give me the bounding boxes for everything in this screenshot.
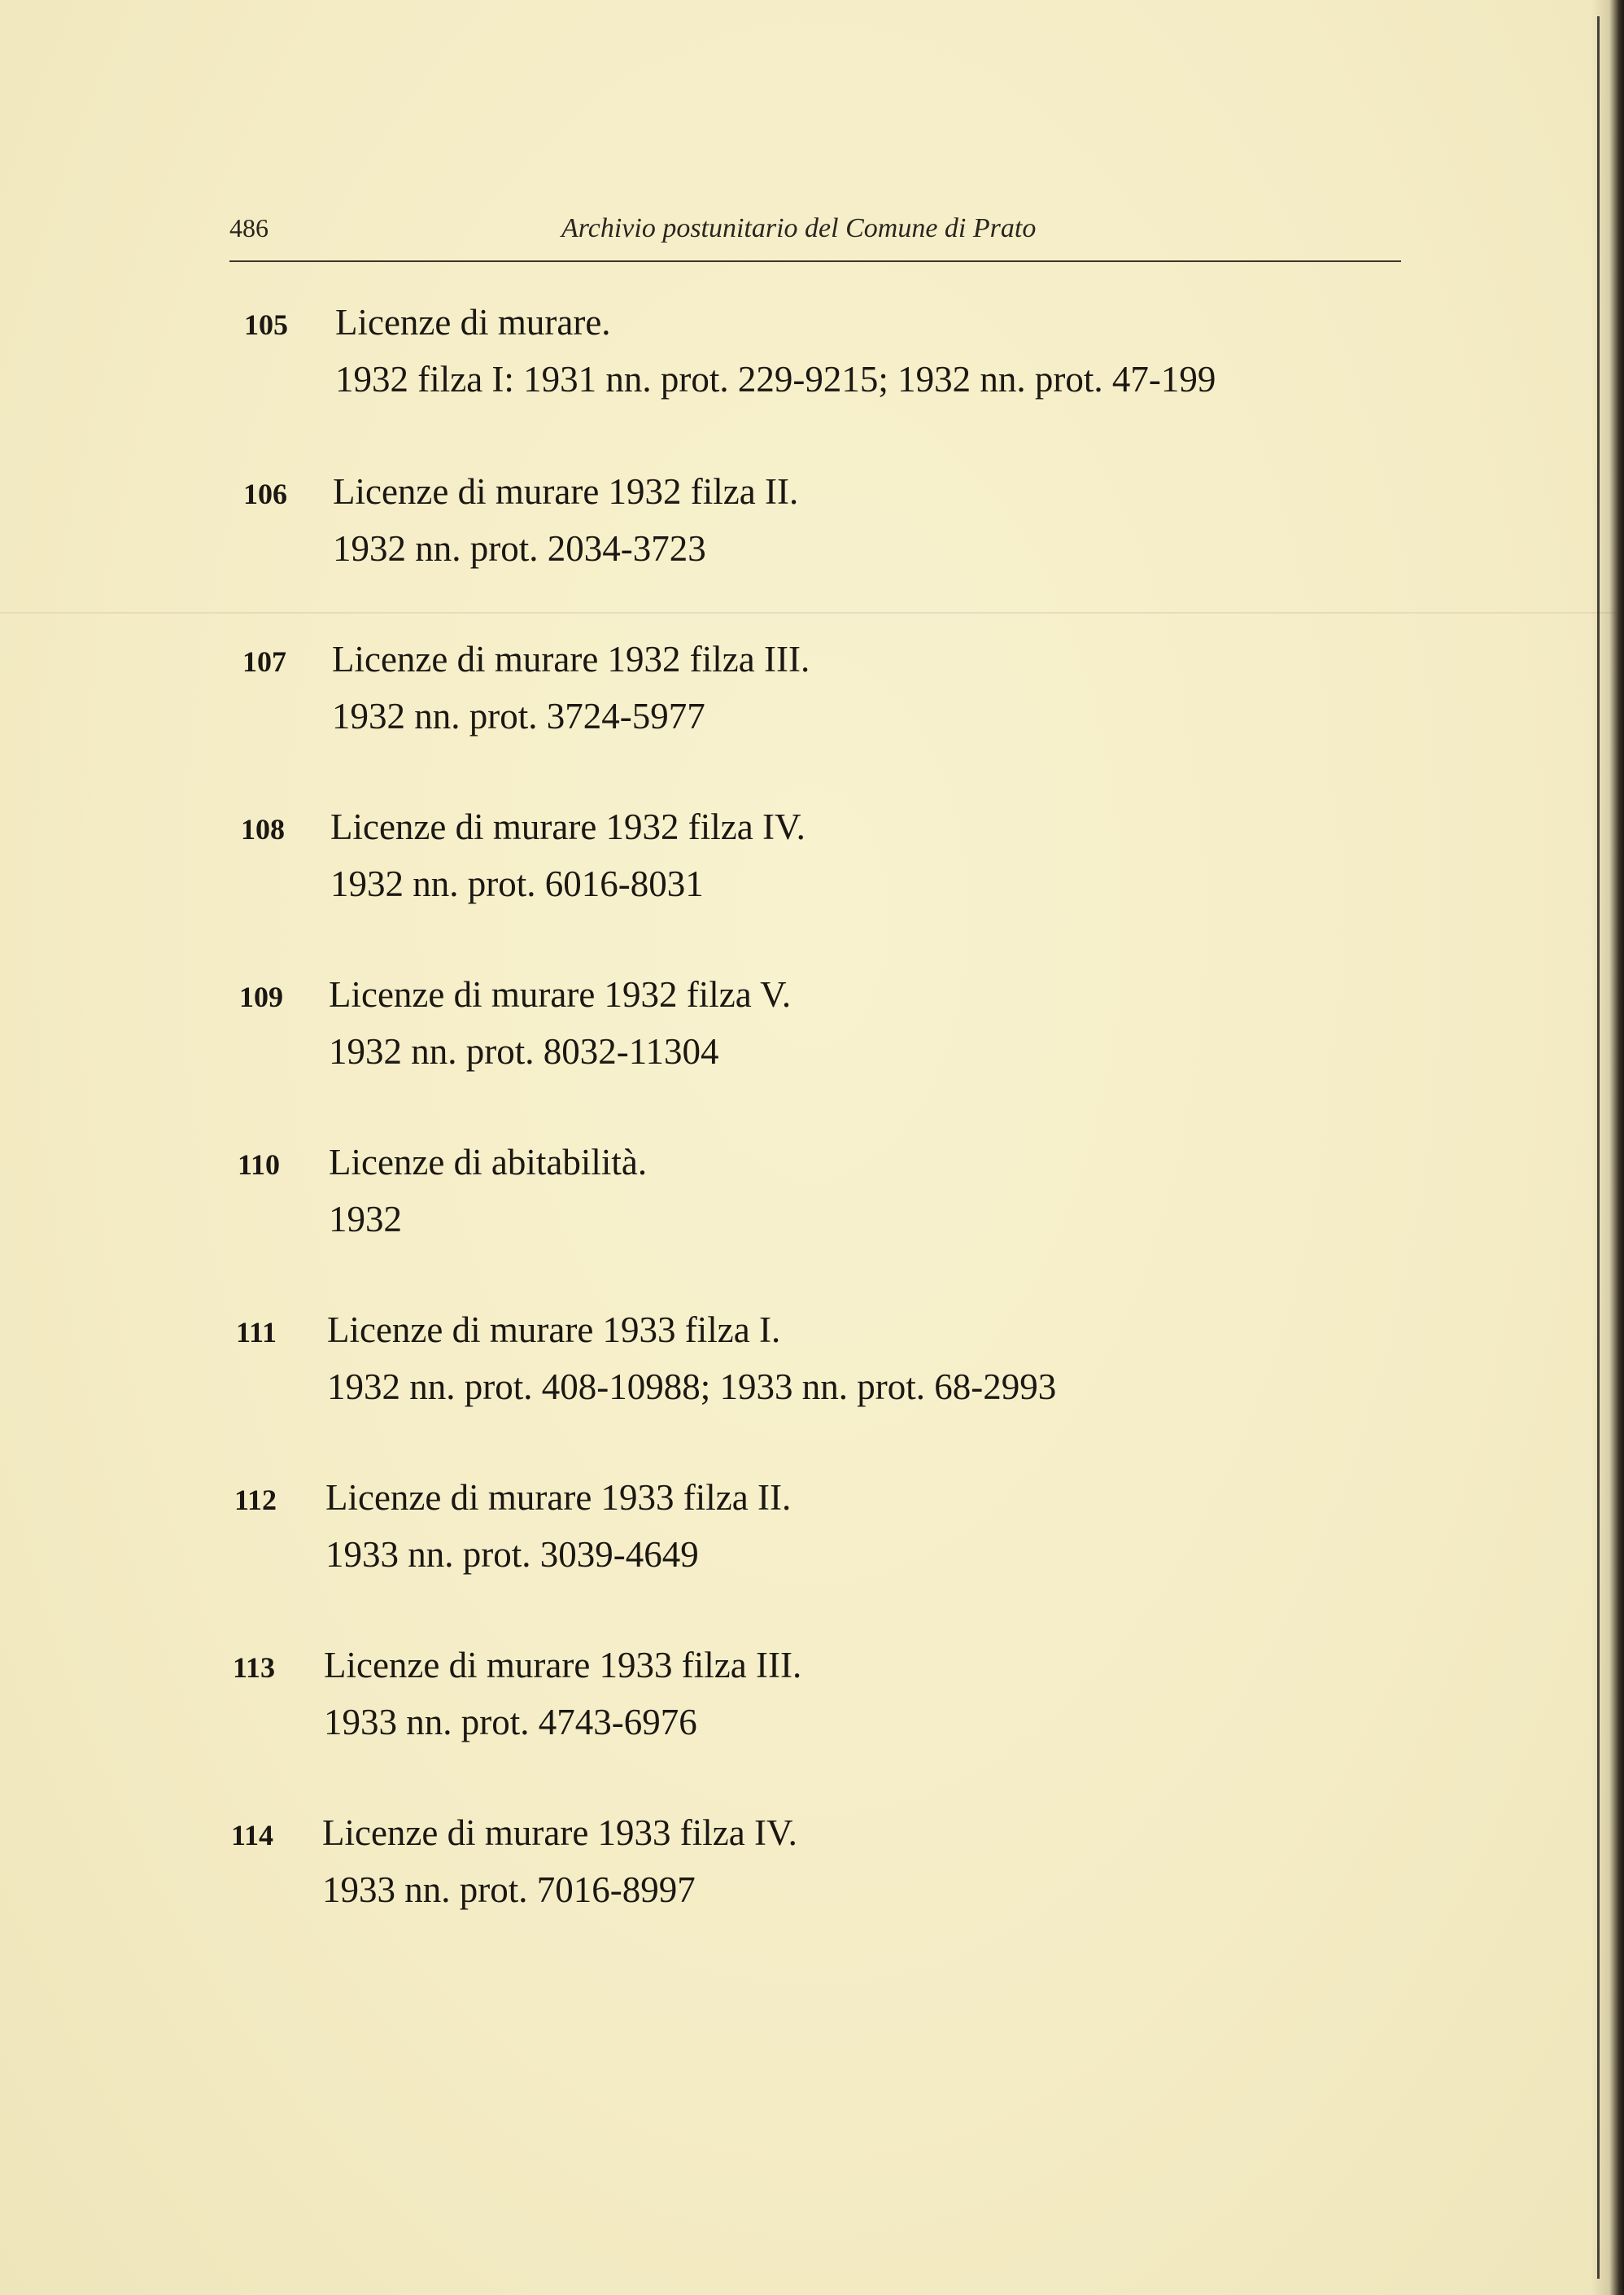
entry-description: 1932 filza I: 1931 nn. prot. 229-9215; 1932 nn. prot. 47-199 <box>335 359 1216 400</box>
entry-number: 110 <box>238 1148 281 1181</box>
entry-title: Licenze di murare 1932 filza V. <box>329 974 792 1015</box>
entry-number: 106 <box>243 478 287 510</box>
entry-107 <box>242 639 1463 791</box>
entry-number: 111 <box>236 1316 277 1349</box>
entry-110 <box>238 1142 1458 1294</box>
entry-title: Licenze di abitabilità. <box>329 1142 648 1182</box>
entry-title: Licenze di murare 1933 filza II. <box>325 1477 792 1518</box>
entry-description: 1932 nn. prot. 6016-8031 <box>330 863 704 904</box>
entry-number: 105 <box>244 308 288 341</box>
entry-description: 1932 nn. prot. 3724-5977 <box>332 696 705 737</box>
entry-number: 109 <box>239 981 283 1013</box>
entry-title: Licenze di murare 1932 filza II. <box>333 471 799 512</box>
entry-description: 1932 <box>329 1199 402 1239</box>
entry-description: 1933 nn. prot. 4743-6976 <box>324 1702 697 1742</box>
entry-title: Licenze di murare 1932 filza IV. <box>330 807 805 847</box>
entry-112 <box>234 1477 1455 1629</box>
entry-number: 107 <box>242 645 286 678</box>
entry-title: Licenze di murare 1932 filza III. <box>332 639 810 680</box>
entry-number: 112 <box>234 1484 277 1516</box>
page-edge-line <box>1597 16 1600 2279</box>
entry-title: Licenze di murare 1933 filza IV. <box>322 1812 797 1853</box>
entry-number: 113 <box>233 1651 276 1684</box>
entry-description: 1932 nn. prot. 8032-11304 <box>329 1031 719 1072</box>
entry-description: 1933 nn. prot. 7016-8997 <box>322 1869 696 1910</box>
entry-113 <box>233 1645 1453 1797</box>
entry-description: 1932 nn. prot. 408-10988; 1933 nn. prot. 68-2993 <box>327 1366 1057 1407</box>
entry-109 <box>239 974 1460 1126</box>
entry-description: 1932 nn. prot. 2034-3723 <box>333 528 706 569</box>
entry-108 <box>241 807 1461 959</box>
entry-number: 114 <box>231 1819 274 1851</box>
page-edge-shadow <box>1591 0 1624 2295</box>
entry-111 <box>236 1309 1456 1462</box>
entry-title: Licenze di murare 1933 filza I. <box>327 1309 781 1350</box>
entry-title: Licenze di murare. <box>335 302 611 343</box>
running-title: Archivio postunitario del Comune di Prato <box>561 213 1037 243</box>
entry-title: Licenze di murare 1933 filza III. <box>324 1645 802 1685</box>
page-header <box>229 210 1401 262</box>
entry-105 <box>244 302 1465 454</box>
page-number: 486 <box>229 213 268 243</box>
entry-number: 108 <box>241 813 285 846</box>
entry-114 <box>231 1812 1452 1965</box>
entry-description: 1933 nn. prot. 3039-4649 <box>325 1534 699 1575</box>
entry-106 <box>243 471 1464 623</box>
